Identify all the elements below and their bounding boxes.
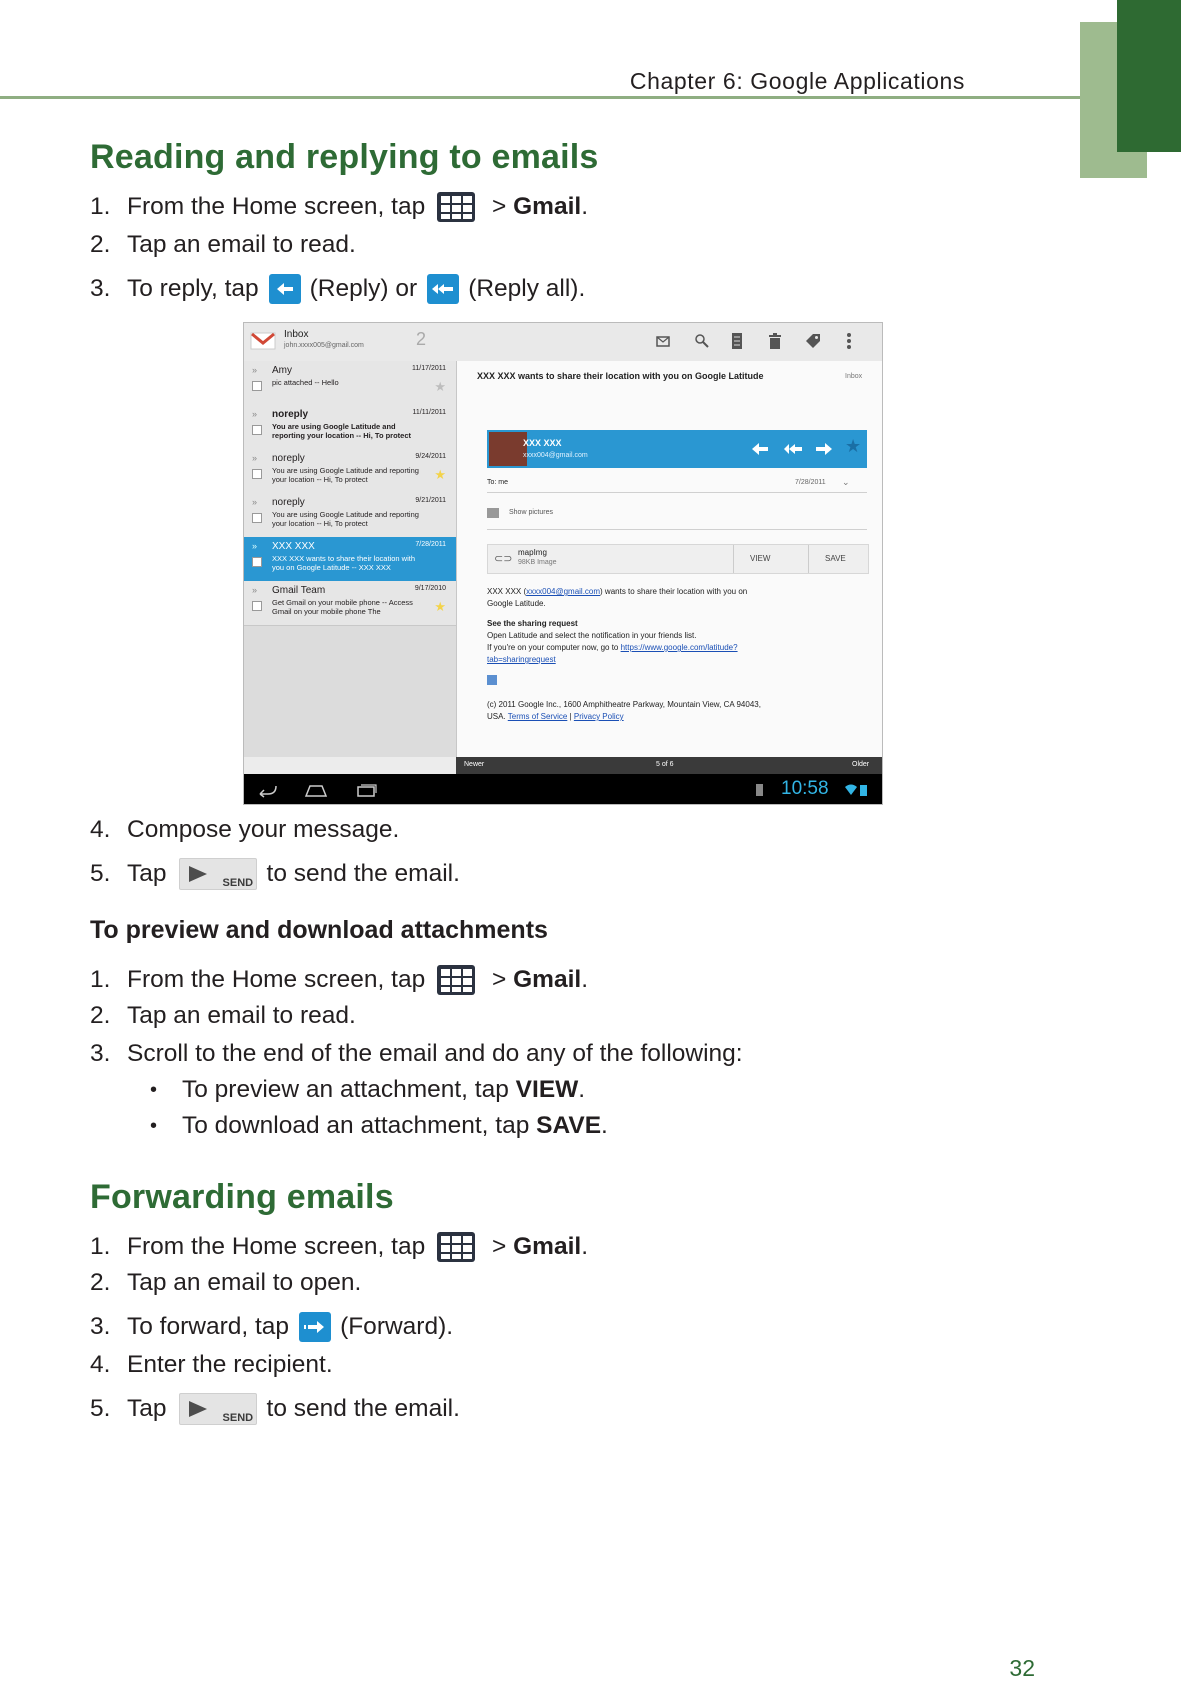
- step-text: Enter the recipient.: [127, 1351, 333, 1378]
- list-item[interactable]: [244, 405, 456, 450]
- header-rule: [0, 96, 1080, 99]
- bullet-period: .: [601, 1112, 608, 1139]
- send-button[interactable]: [179, 1393, 257, 1425]
- step-text: Tap an email to read.: [127, 231, 356, 258]
- system-bar: [244, 774, 883, 805]
- body-text: ) wants to share their location with you on: [600, 587, 748, 596]
- email-subject: You are using Google Latitude and reporting your location -- Hi, To protect: [272, 466, 419, 484]
- body-text: If you're on your computer now, go to: [487, 643, 621, 652]
- email-date: 9/17/2010: [414, 585, 446, 592]
- footer-line: [487, 712, 624, 721]
- terms-link[interactable]: Terms of Service: [507, 712, 568, 721]
- reply-all-icon[interactable]: [783, 442, 803, 456]
- email-from: noreply: [272, 409, 309, 420]
- list-item[interactable]: [244, 581, 456, 626]
- step-text: To forward, tap: [127, 1313, 290, 1340]
- show-pictures-link[interactable]: Show pictures: [509, 509, 553, 516]
- message-label: Inbox: [845, 373, 863, 380]
- star-icon[interactable]: ★: [434, 599, 446, 614]
- step-text: Tap an email to read.: [127, 1002, 356, 1029]
- star-icon[interactable]: ★: [434, 467, 446, 482]
- reply-all-label: (Reply all).: [468, 275, 586, 302]
- gmail-screenshot: [243, 322, 883, 805]
- send-label: SEND: [222, 1412, 254, 1424]
- divider: [808, 545, 809, 573]
- bullet-icon: •: [150, 1079, 158, 1101]
- step-number: 3.: [90, 1313, 111, 1340]
- notification-icon: [756, 784, 763, 796]
- gmail-logo-icon: [250, 331, 276, 351]
- bullet-text: To download an attachment, tap: [182, 1112, 537, 1139]
- footer-line: (c) 2011 Google Inc., 1600 Amphitheatre Parkway, Mountain View, CA 94043,: [487, 700, 761, 709]
- compose-icon[interactable]: [656, 333, 672, 349]
- email-list: [244, 361, 456, 757]
- apps-icon[interactable]: [437, 1232, 475, 1262]
- step-text: From the Home screen, tap: [127, 1233, 426, 1260]
- step-number: 3.: [90, 275, 111, 302]
- newer-button[interactable]: Newer: [464, 761, 485, 768]
- chevron-icon: »: [252, 365, 258, 375]
- email-date: 11/11/2011: [412, 409, 446, 416]
- message-nav-strip: [456, 757, 883, 774]
- email-date: 7/28/2011: [415, 541, 446, 548]
- archive-icon[interactable]: [731, 332, 743, 350]
- step-2: [90, 1268, 361, 1298]
- chevron-icon: »: [252, 541, 258, 551]
- email-date: 11/17/2011: [412, 365, 446, 372]
- step-1: [90, 1232, 588, 1262]
- label-icon[interactable]: [804, 332, 822, 350]
- attachment-size: 98KB Image: [518, 559, 557, 566]
- bullet-text: To preview an attachment, tap: [182, 1076, 516, 1103]
- section-title-reading: Reading and replying to emails: [90, 138, 599, 176]
- sender-email-link[interactable]: xxxx004@gmail.com: [526, 587, 601, 596]
- email-subject: You are using Google Latitude and reporting your location -- Hi, To protect: [272, 422, 412, 440]
- checkbox[interactable]: [252, 513, 262, 523]
- step-3: [90, 1312, 453, 1342]
- page-number: 32: [1009, 1655, 1035, 1681]
- step-number: 2.: [90, 1269, 111, 1296]
- paperclip-icon: ⊂⊃: [494, 553, 513, 565]
- attachment-box: [487, 544, 869, 574]
- forward-icon[interactable]: [299, 1312, 331, 1342]
- divider: [487, 529, 867, 530]
- forward-label: (Forward).: [340, 1313, 454, 1340]
- send-button[interactable]: [179, 858, 257, 890]
- delete-icon[interactable]: [768, 332, 782, 350]
- step-number: 5.: [90, 860, 111, 887]
- sender-header: [487, 430, 867, 468]
- chevron-down-icon[interactable]: ⌄: [842, 477, 850, 487]
- step-1: [90, 965, 588, 995]
- list-item[interactable]: [244, 449, 456, 494]
- body-line: [487, 643, 738, 652]
- step-4: [90, 815, 399, 845]
- folder-name: Inbox: [284, 329, 309, 340]
- email-from: noreply: [272, 497, 305, 508]
- checkbox[interactable]: [252, 425, 262, 435]
- step-number: 2.: [90, 1002, 111, 1029]
- subsection-title: To preview and download attachments: [90, 916, 548, 944]
- step-period: .: [581, 193, 589, 220]
- message-date: 7/28/2011: [795, 479, 826, 486]
- email-date: 9/24/2011: [415, 453, 446, 460]
- older-button[interactable]: Older: [852, 761, 870, 768]
- step-3: [90, 1039, 743, 1069]
- step-1: [90, 192, 588, 222]
- step-number: 1.: [90, 966, 111, 993]
- email-date: 9/21/2011: [415, 497, 446, 504]
- list-item[interactable]: [244, 493, 456, 538]
- checkbox[interactable]: [252, 601, 262, 611]
- bullet-save: [150, 1111, 608, 1141]
- step-separator: >: [485, 966, 514, 993]
- search-icon[interactable]: [694, 333, 710, 349]
- email-subject: You are using Google Latitude and reporting your location -- Hi, To protect: [272, 510, 419, 528]
- unread-count: 2: [416, 329, 427, 349]
- message-pane: [456, 361, 883, 757]
- chapter-tab-dark: [1117, 0, 1181, 152]
- checkbox[interactable]: [252, 469, 262, 479]
- send-icon: [189, 866, 207, 882]
- step-period: .: [581, 1233, 589, 1260]
- checkbox[interactable]: [252, 557, 262, 567]
- sender-avatar: [489, 432, 527, 466]
- overflow-menu-icon[interactable]: [846, 332, 852, 350]
- gmail-label: Gmail: [513, 966, 582, 993]
- email-from: XXX XXX: [272, 541, 315, 552]
- step-text: From the Home screen, tap: [127, 193, 426, 220]
- bullet-period: .: [578, 1076, 586, 1103]
- step-4: [90, 1350, 333, 1380]
- reply-all-icon[interactable]: [427, 274, 459, 304]
- step-number: 4.: [90, 1351, 111, 1378]
- step-text: From the Home screen, tap: [127, 966, 426, 993]
- chapter-header: Chapter 6: Google Applications: [629, 68, 965, 94]
- footer-text: USA.: [487, 712, 508, 721]
- step-text: Tap: [127, 860, 167, 887]
- wifi-battery-icon: [844, 783, 870, 797]
- step-text: to send the email.: [266, 1395, 460, 1422]
- gmail-label: Gmail: [513, 1233, 582, 1260]
- attachment-name: mapImg: [518, 548, 547, 557]
- apps-icon[interactable]: [437, 965, 475, 995]
- chevron-icon: »: [252, 409, 258, 419]
- step-text: Tap: [127, 1395, 167, 1422]
- back-icon[interactable]: [256, 782, 280, 798]
- privacy-link[interactable]: Privacy Policy: [573, 712, 624, 721]
- step-3: [90, 274, 585, 304]
- step-number: 2.: [90, 231, 111, 258]
- reply-icon[interactable]: [269, 274, 301, 304]
- view-label: VIEW: [515, 1076, 579, 1103]
- sender-name: XXX XXX: [523, 438, 562, 448]
- body-line: Open Latitude and select the notification in your friends list.: [487, 631, 697, 640]
- bullet-view: [150, 1075, 585, 1105]
- bullet-icon: •: [150, 1115, 158, 1137]
- body-heading: See the sharing request: [487, 619, 578, 628]
- gmail-label: Gmail: [513, 193, 582, 220]
- recent-apps-icon[interactable]: [356, 782, 378, 798]
- divider: [487, 492, 867, 493]
- message-position: 5 of 6: [656, 761, 674, 768]
- chevron-icon: »: [252, 453, 258, 463]
- step-period: .: [581, 966, 589, 993]
- save-button[interactable]: SAVE: [825, 554, 846, 563]
- step-5: [90, 858, 460, 890]
- body-line: Google Latitude.: [487, 599, 546, 608]
- step-text: Compose your message.: [127, 816, 400, 843]
- step-text: to send the email.: [266, 860, 460, 887]
- chevron-icon: »: [252, 585, 258, 595]
- latitude-link-cont[interactable]: tab=sharingrequest: [487, 655, 556, 664]
- email-from: Amy: [272, 365, 292, 376]
- step-separator: >: [485, 1233, 514, 1260]
- forward-icon[interactable]: [815, 442, 833, 456]
- step-separator: >: [485, 193, 514, 220]
- gmail-action-bar: [244, 323, 883, 362]
- view-button[interactable]: VIEW: [750, 554, 771, 563]
- message-subject: XXX XXX wants to share their location with you on Google Latitude: [477, 371, 764, 381]
- picture-icon: [487, 508, 499, 518]
- sender-email: xxxx004@gmail.com: [523, 452, 588, 459]
- email-from: noreply: [272, 453, 305, 464]
- step-2: [90, 1001, 356, 1031]
- clock: 10:58: [781, 778, 829, 799]
- email-subject: pic attached -- Hello: [272, 378, 339, 387]
- list-item-selected[interactable]: [244, 537, 456, 582]
- apps-icon[interactable]: [437, 192, 475, 222]
- step-text: Tap an email to open.: [127, 1269, 362, 1296]
- footer-separator: |: [567, 712, 574, 721]
- step-text: Scroll to the end of the email and do any of the following:: [127, 1040, 743, 1067]
- star-icon[interactable]: ★: [434, 379, 446, 394]
- step-2: [90, 230, 356, 260]
- to-line: To: me: [487, 479, 509, 486]
- step-number: 5.: [90, 1395, 111, 1422]
- step-number: 4.: [90, 816, 111, 843]
- account-email: john.xxxx005@gmail.com: [284, 342, 364, 349]
- list-item[interactable]: [244, 361, 456, 406]
- star-icon[interactable]: ★: [845, 436, 862, 456]
- home-icon[interactable]: [304, 782, 328, 798]
- body-text: XXX XXX (: [487, 587, 527, 596]
- reply-label: (Reply) or: [309, 275, 418, 302]
- save-label: SAVE: [536, 1112, 602, 1139]
- step-number: 1.: [90, 193, 111, 220]
- reply-icon[interactable]: [751, 442, 769, 456]
- step-text: To reply, tap: [127, 275, 259, 302]
- section-title-forwarding: Forwarding emails: [90, 1178, 394, 1216]
- body-line: [487, 587, 747, 596]
- latitude-link[interactable]: https://www.google.com/latitude?: [620, 643, 738, 652]
- send-label: SEND: [222, 877, 254, 889]
- step-5: [90, 1393, 460, 1425]
- email-from: Gmail Team: [272, 585, 326, 596]
- send-icon: [189, 1401, 207, 1417]
- step-number: 3.: [90, 1040, 111, 1067]
- email-subject: XXX XXX wants to share their location with you on Google Latitude -- XXX XXX: [272, 554, 415, 572]
- chevron-icon: »: [252, 497, 258, 507]
- divider: [733, 545, 734, 573]
- email-subject: Get Gmail on your mobile phone -- Access Gmail on your mobile phone The: [272, 598, 413, 616]
- step-number: 1.: [90, 1233, 111, 1260]
- image-placeholder-icon: [487, 675, 497, 685]
- checkbox[interactable]: [252, 381, 262, 391]
